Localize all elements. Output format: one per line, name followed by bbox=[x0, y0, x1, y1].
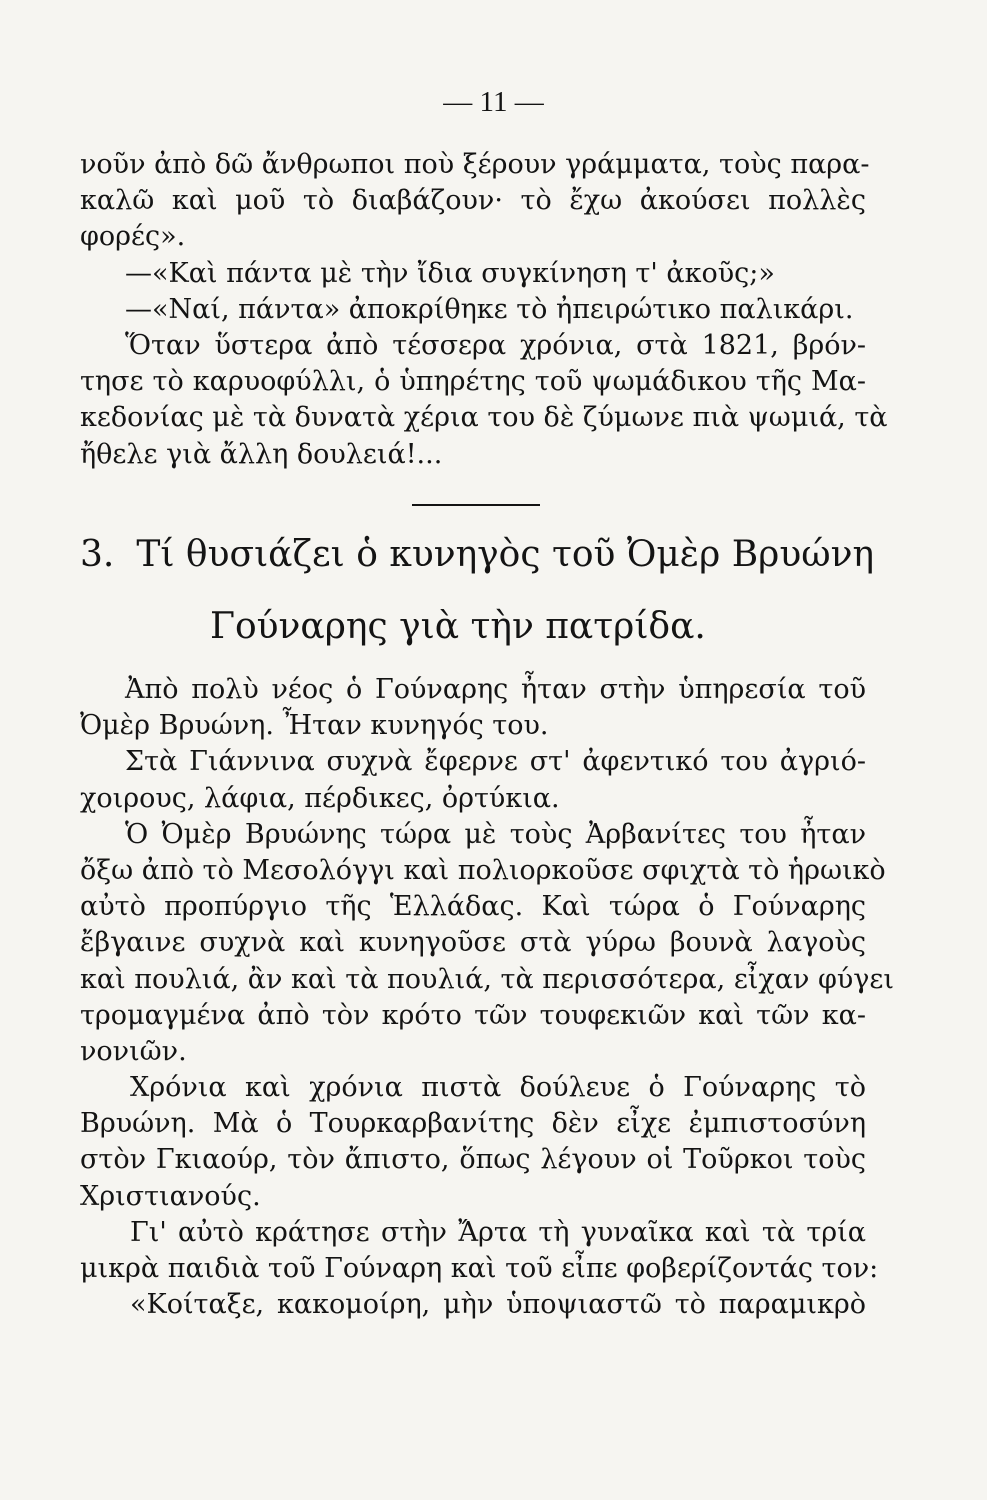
text-line: νοῦν ἀπὸ δῶ ἄνθρωποι ποὺ ξέρουν γράμματα, τοὺς παρα- bbox=[80, 149, 870, 180]
text-line: ὄξω ἀπὸ τὸ Μεσολόγγι καὶ πολιορκοῦσε σφιχτὰ τὸ ἡρωικὸ bbox=[80, 854, 886, 886]
section-heading-line2: Γούναρης γιὰ τὴν πατρίδα. bbox=[210, 606, 706, 647]
paragraph-start: Στὰ Γιάννινα συχνὰ ἔφερνε στ' ἀφεντικό του ἀγριό- bbox=[125, 746, 866, 778]
dialogue-line: —«Ναί, πάντα» ἀποκρίθηκε τὸ ἠπειρώτικο παλικάρι. bbox=[125, 293, 854, 325]
text-line: στὸν Γκιαούρ, τὸν ἄπιστο, ὅπως λέγουν οἱ Τοῦρκοι τοὺς bbox=[80, 1144, 866, 1176]
text-line: φορές». bbox=[80, 221, 186, 253]
text-line: νονιῶν. bbox=[80, 1035, 187, 1067]
text-line: ἔβγαινε συχνὰ καὶ κυνηγοῦσε στὰ γύρω βουνὰ λαγοὺς bbox=[80, 927, 866, 959]
text-line: καὶ πουλιά, ἂν καὶ τὰ πουλιά, τὰ περισσότερα, εἶχαν φύγει bbox=[80, 963, 895, 995]
text-line: κεδονίας μὲ τὰ δυνατὰ χέρια του δὲ ζύμωνε πιὰ ψωμιά, τὰ bbox=[80, 402, 888, 434]
section-heading-continued bbox=[80, 600, 866, 654]
text-line: αὐτὸ προπύργιο τῆς Ἑλλάδας. Καὶ τώρα ὁ Γούναρης bbox=[80, 891, 866, 923]
section2-text bbox=[80, 672, 895, 1323]
section-heading-line1: Τί θυσιάζει ὁ κυνηγὸς τοῦ Ὀμὲρ Βρυώνη bbox=[136, 534, 875, 575]
text-line: καλῶ καὶ μοῦ τὸ διαβάζουν· τὸ ἔχω ἀκούσει πολλὲς bbox=[80, 185, 866, 217]
paragraph-start: Ὅταν ὕστερα ἀπὸ τέσσερα χρόνια, στὰ 1821, βρόν- bbox=[125, 329, 866, 361]
section1-text bbox=[80, 147, 888, 473]
paragraph-start: Γι' αὐτὸ κράτησε στὴν Ἄρτα τὴ γυναῖκα καὶ τὰ τρία bbox=[130, 1216, 866, 1248]
text-line: Ὀμὲρ Βρυώνη. Ἦταν κυνηγός του. bbox=[80, 710, 549, 742]
text-line: «Κοίταξε, κακομοίρη, μὴν ὑποψιαστῶ τὸ παραμικρὸ bbox=[130, 1289, 866, 1321]
text-line: Χριστιανούς. bbox=[80, 1180, 261, 1212]
page-number: — 11 — bbox=[443, 86, 544, 118]
text-line: Βρυώνη. Μὰ ὁ Τουρκαρβανίτης δὲν εἶχε ἐμπιστοσύνη bbox=[80, 1108, 866, 1140]
paragraph-start: Ὁ Ὀμὲρ Βρυώνης τώρα μὲ τοὺς Ἀρβανίτες του ἦταν bbox=[125, 818, 866, 850]
section-heading bbox=[80, 528, 875, 582]
text-line: ἤθελε γιὰ ἄλλη δουλειά!... bbox=[80, 438, 443, 470]
paragraph-start: Ἀπὸ πολὺ νέος ὁ Γούναρης ἦταν στὴν ὑπηρεσία τοῦ bbox=[125, 674, 866, 705]
text-line: μικρὰ παιδιὰ τοῦ Γούναρη καὶ τοῦ εἶπε φοβερίζοντάς τον: bbox=[80, 1253, 879, 1284]
section-number: 3. bbox=[80, 534, 115, 575]
text-line: χοιρους, λάφια, πέρδικες, ὀρτύκια. bbox=[80, 782, 560, 814]
text-line: τρομαγμένα ἀπὸ τὸν κρότο τῶν τουφεκιῶν καὶ τῶν κα- bbox=[80, 999, 866, 1031]
text-line: τησε τὸ καρυοφύλλι, ὁ ὑπηρέτης τοῦ ψωμάδικου τῆς Μα- bbox=[80, 366, 866, 398]
paragraph-start: Χρόνια καὶ χρόνια πιστὰ δούλευε ὁ Γούναρης τὸ bbox=[130, 1072, 866, 1104]
section-divider bbox=[412, 504, 540, 506]
dialogue-line: —«Καὶ πάντα μὲ τὴν ἴδια συγκίνηση τ' ἀκοῦς;» bbox=[125, 257, 775, 289]
